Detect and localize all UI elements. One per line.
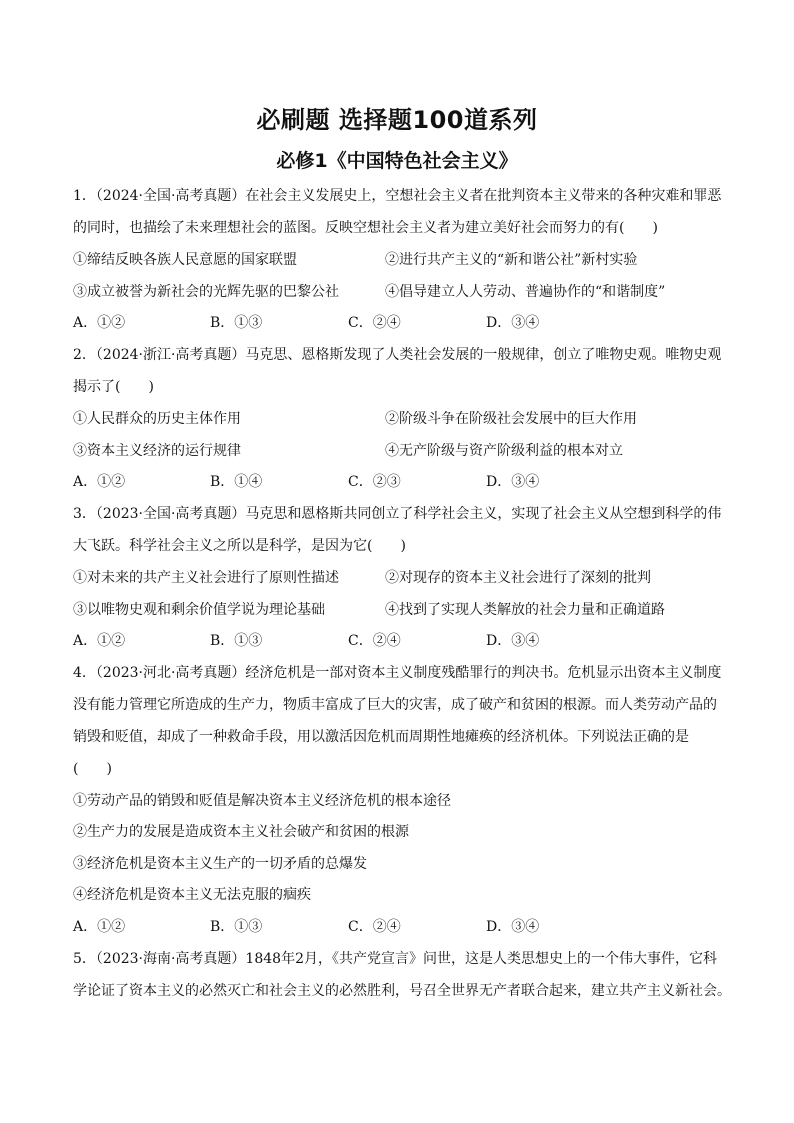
- question-4-answer-b: B．①③: [210, 919, 263, 935]
- question-1-answer-a: A．①②: [73, 315, 126, 331]
- question-3-stem-line-1: 3．（2023·全国·高考真题）马克思和恩格斯共同创立了科学社会主义，实现了社会主义从空想到科学的伟: [73, 506, 722, 522]
- question-3-answer-b: B．①③: [210, 633, 263, 649]
- question-2-answer-a: A．①②: [73, 474, 126, 490]
- question-2-stem-line-1: 2．（2024·浙江·高考真题）马克思、恩格斯发现了人类社会发展的一般规律，创立了唯物史观。唯物史观: [73, 347, 722, 363]
- question-3-option-2: ②对现存的资本主义社会进行了深刻的批判: [385, 570, 651, 586]
- question-5-stem-line-2: 学论证了资本主义的必然灭亡和社会主义的必然胜利，号召全世界无产者联合起来，建立共产主义新社会。: [73, 983, 731, 999]
- question-1-answer-b: B．①③: [210, 315, 263, 331]
- page-title: 必刷题 选择题100道系列: [256, 106, 538, 134]
- question-1-answer-c: C．②④: [348, 315, 401, 331]
- question-2-answer-b: B．①④: [210, 474, 263, 490]
- question-2-option-1: ①人民群众的历史主体作用: [73, 411, 241, 427]
- question-4-answer-c: C．②④: [348, 919, 401, 935]
- question-2-option-2: ②阶级斗争在阶级社会发展中的巨大作用: [385, 411, 637, 427]
- question-4-stem-line-2: 没有能力管理它所造成的生产力，物质丰富成了巨大的灾害，成了破产和贫困的根源。而人类劳动产品的: [73, 697, 717, 713]
- question-4-answer-d: D．③④: [486, 919, 540, 935]
- question-3-option-3: ③以唯物史观和剩余价值学说为理论基础: [73, 602, 325, 618]
- question-1-stem-line-2: 的同时，也描绘了未来理想社会的蓝图。反映空想社会主义者为建立美好社会而努力的有( ): [73, 220, 658, 236]
- question-3-option-4: ④找到了实现人类解放的社会力量和正确道路: [385, 602, 665, 618]
- question-1-option-2: ②进行共产主义的“新和谐公社”新村实验: [385, 252, 638, 268]
- question-2-option-3: ③资本主义经济的运行规律: [73, 443, 241, 459]
- question-4-option-1: ①劳动产品的销毁和贬值是解决资本主义经济危机的根本途径: [73, 793, 451, 809]
- question-3-answer-d: D．③④: [486, 633, 540, 649]
- question-4-option-2: ②生产力的发展是造成资本主义社会破产和贫困的根源: [73, 824, 409, 840]
- question-1-option-4: ④倡导建立人人劳动、普遍协作的“和谐制度”: [385, 284, 666, 300]
- question-3-option-1: ①对未来的共产主义社会进行了原则性描述: [73, 570, 339, 586]
- question-3-answer-a: A．①②: [73, 633, 126, 649]
- question-4-stem-line-4: ( ): [73, 761, 112, 777]
- question-4-stem-line-1: 4．（2023·河北·高考真题）经济危机是一部对资本主义制度残酷罪行的判决书。危机显示出资本主义制度: [73, 665, 722, 681]
- question-2-option-4: ④无产阶级与资产阶级利益的根本对立: [385, 443, 623, 459]
- question-2-answer-c: C．②③: [348, 474, 401, 490]
- question-4-answer-a: A．①②: [73, 919, 126, 935]
- question-1-option-1: ①缔结反映各族人民意愿的国家联盟: [73, 252, 297, 268]
- question-4-option-3: ③经济危机是资本主义生产的一切矛盾的总爆发: [73, 856, 367, 872]
- question-3-answer-c: C．②④: [348, 633, 401, 649]
- question-1-option-3: ③成立被誉为新社会的光辉先驱的巴黎公社: [73, 284, 339, 300]
- question-5-stem-line-1: 5．（2023·海南·高考真题）1848年2月，《共产党宣言》问世，这是人类思想史上的一个伟大事件，它科: [73, 951, 717, 967]
- question-2-stem-line-2: 揭示了( ): [73, 379, 154, 395]
- question-3-stem-line-2: 大飞跃。科学社会主义之所以是科学，是因为它( ): [73, 538, 406, 554]
- page-subtitle: 必修1《中国特色社会主义》: [276, 150, 518, 172]
- question-4-stem-line-3: 销毁和贬值，却成了一种救命手段，用以激活因危机而周期性地瘫痪的经济机体。下列说法正确的是: [73, 729, 689, 745]
- question-4-option-4: ④经济危机是资本主义无法克服的痼疾: [73, 887, 311, 903]
- question-1-answer-d: D．③④: [486, 315, 540, 331]
- question-2-answer-d: D．③④: [486, 474, 540, 490]
- question-1-stem-line-1: 1．（2024·全国·高考真题）在社会主义发展史上，空想社会主义者在批判资本主义带来的各种灾难和罪恶: [73, 188, 722, 204]
